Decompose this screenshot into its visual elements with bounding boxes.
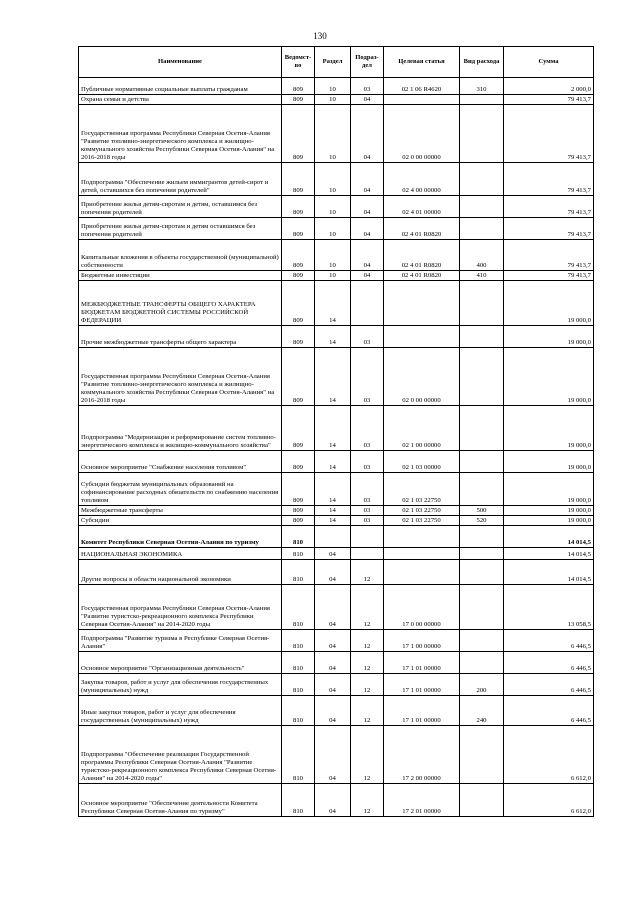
cell-summa: 19 000,0 bbox=[504, 506, 594, 516]
cell-statya bbox=[384, 560, 460, 585]
cell-razdel: 04 bbox=[315, 585, 351, 630]
cell-vid bbox=[460, 585, 504, 630]
cell-razdel: 04 bbox=[315, 548, 351, 560]
cell-ved: 810 bbox=[282, 726, 315, 784]
cell-ved: 809 bbox=[282, 95, 315, 105]
table-row bbox=[79, 548, 594, 560]
cell-name: Подпрограмма "Модернизация и реформирование систем топливно-энергетического комплекса и жилищно-коммунального хозяйства" bbox=[79, 406, 282, 451]
cell-razdel: 14 bbox=[315, 516, 351, 526]
cell-podrazdel: 04 bbox=[351, 271, 384, 281]
table-row bbox=[79, 516, 594, 526]
cell-name: НАЦИОНАЛЬНАЯ ЭКОНОМИКА bbox=[79, 548, 282, 560]
cell-razdel: 14 bbox=[315, 506, 351, 516]
header-vid: Вид расхода bbox=[460, 47, 504, 78]
cell-podrazdel: 12 bbox=[351, 630, 384, 652]
cell-ved: 809 bbox=[282, 271, 315, 281]
cell-statya: 02 4 01 00000 bbox=[384, 196, 460, 218]
cell-podrazdel: 12 bbox=[351, 784, 384, 817]
cell-ved: 809 bbox=[282, 473, 315, 506]
cell-summa: 79 413,7 bbox=[504, 218, 594, 240]
table-row bbox=[79, 652, 594, 674]
table-row bbox=[79, 451, 594, 473]
table-row bbox=[79, 163, 594, 196]
cell-statya: 17 2 01 00000 bbox=[384, 784, 460, 817]
cell-name: Прочие межбюджетные трансферты общего характера bbox=[79, 326, 282, 348]
cell-vid bbox=[460, 652, 504, 674]
cell-statya: 02 1 03 22750 bbox=[384, 516, 460, 526]
cell-vid bbox=[460, 218, 504, 240]
table-row bbox=[79, 526, 594, 548]
table-row bbox=[79, 240, 594, 271]
cell-vid bbox=[460, 784, 504, 817]
cell-summa: 79 413,7 bbox=[504, 271, 594, 281]
cell-ved: 809 bbox=[282, 78, 315, 95]
cell-ved: 809 bbox=[282, 105, 315, 163]
cell-vid bbox=[460, 406, 504, 451]
cell-summa: 19 000,0 bbox=[504, 281, 594, 326]
cell-summa: 19 000,0 bbox=[504, 473, 594, 506]
cell-vid bbox=[460, 105, 504, 163]
cell-vid bbox=[460, 548, 504, 560]
cell-razdel: 14 bbox=[315, 326, 351, 348]
cell-summa: 6 612,0 bbox=[504, 726, 594, 784]
cell-statya: 02 4 01 R0820 bbox=[384, 240, 460, 271]
table-row bbox=[79, 105, 594, 163]
cell-podrazdel: 04 bbox=[351, 105, 384, 163]
cell-vid bbox=[460, 726, 504, 784]
cell-vid: 310 bbox=[460, 78, 504, 95]
table-row bbox=[79, 560, 594, 585]
cell-ved: 809 bbox=[282, 218, 315, 240]
cell-summa: 19 000,0 bbox=[504, 326, 594, 348]
cell-name: Основное мероприятие "Обеспечение деятельности Комитета Республики Северная Осетия-Алания по туризму" bbox=[79, 784, 282, 817]
table-row bbox=[79, 348, 594, 406]
cell-vid bbox=[460, 281, 504, 326]
cell-statya: 02 0 00 00000 bbox=[384, 105, 460, 163]
cell-summa: 14 014,5 bbox=[504, 560, 594, 585]
cell-statya: 02 1 03 22750 bbox=[384, 473, 460, 506]
cell-summa: 6 446,5 bbox=[504, 652, 594, 674]
budget-table bbox=[78, 46, 594, 817]
table-header-row bbox=[79, 47, 594, 78]
cell-razdel: 14 bbox=[315, 473, 351, 506]
cell-name: Подпрограмма "Развитие туризма в Республике Северная Осетия-Алания" bbox=[79, 630, 282, 652]
cell-ved: 810 bbox=[282, 560, 315, 585]
cell-podrazdel: 03 bbox=[351, 78, 384, 95]
cell-vid bbox=[460, 163, 504, 196]
table-row bbox=[79, 473, 594, 506]
cell-razdel: 04 bbox=[315, 696, 351, 726]
cell-ved: 809 bbox=[282, 451, 315, 473]
cell-razdel bbox=[315, 526, 351, 548]
cell-ved: 810 bbox=[282, 526, 315, 548]
cell-razdel: 04 bbox=[315, 784, 351, 817]
cell-ved: 809 bbox=[282, 348, 315, 406]
cell-name: Приобретение жилья детям-сиротам и детям оставшимся без попечения родителей bbox=[79, 218, 282, 240]
cell-razdel: 10 bbox=[315, 196, 351, 218]
cell-name: Основное мероприятие "Снабжение населения топливом" bbox=[79, 451, 282, 473]
cell-vid bbox=[460, 473, 504, 506]
cell-razdel: 14 bbox=[315, 348, 351, 406]
cell-name: МЕЖБЮДЖЕТНЫЕ ТРАНСФЕРТЫ ОБЩЕГО ХАРАКТЕРА БЮДЖЕТАМ БЮДЖЕТНОЙ СИСТЕМЫ РОССИЙСКОЙ ФЕДЕРАЦИИ bbox=[79, 281, 282, 326]
cell-razdel: 04 bbox=[315, 652, 351, 674]
cell-statya: 17 1 01 00000 bbox=[384, 674, 460, 696]
cell-podrazdel: 03 bbox=[351, 506, 384, 516]
header-summa: Сумма bbox=[504, 47, 594, 78]
cell-summa: 79 413,7 bbox=[504, 240, 594, 271]
cell-name: Бюджетные инвестиции bbox=[79, 271, 282, 281]
cell-name: Субсидии bbox=[79, 516, 282, 526]
cell-podrazdel: 04 bbox=[351, 240, 384, 271]
cell-summa: 79 413,7 bbox=[504, 95, 594, 105]
cell-ved: 810 bbox=[282, 696, 315, 726]
cell-name: Государственная программа Республики Северная Осетия-Алания "Развитие топливно-энергетического комплекса и жилищно-коммунального хозяйства Республики Северная Осетия-Алания" на 2016-2018 годы bbox=[79, 348, 282, 406]
cell-name: Комитет Республики Северная Осетия-Алания по туризму bbox=[79, 526, 282, 548]
table-row bbox=[79, 630, 594, 652]
cell-razdel: 14 bbox=[315, 451, 351, 473]
cell-vid bbox=[460, 451, 504, 473]
cell-ved: 810 bbox=[282, 784, 315, 817]
cell-name: Приобретение жилья детям-сиротам и детям, оставшимся без попечения родителей bbox=[79, 196, 282, 218]
cell-razdel: 10 bbox=[315, 78, 351, 95]
cell-razdel: 10 bbox=[315, 271, 351, 281]
cell-summa: 6 446,5 bbox=[504, 630, 594, 652]
cell-razdel: 04 bbox=[315, 726, 351, 784]
cell-statya: 17 1 01 00000 bbox=[384, 652, 460, 674]
cell-statya bbox=[384, 526, 460, 548]
cell-summa: 19 000,0 bbox=[504, 451, 594, 473]
cell-name: Иные закупки товаров, работ и услуг для обеспечения государственных (муниципальных) нужд bbox=[79, 696, 282, 726]
cell-name: Подпрограмма "Обеспечение жильем иммигрантов детей-сирот и детей, оставшихся без попечения родителей" bbox=[79, 163, 282, 196]
cell-ved: 809 bbox=[282, 163, 315, 196]
table-row bbox=[79, 326, 594, 348]
cell-ved: 809 bbox=[282, 281, 315, 326]
cell-vid: 410 bbox=[460, 271, 504, 281]
header-statya: Целевая статья bbox=[384, 47, 460, 78]
page-number: 130 bbox=[313, 31, 327, 41]
header-ved: Ведомст-во bbox=[282, 47, 315, 78]
cell-ved: 810 bbox=[282, 652, 315, 674]
cell-podrazdel bbox=[351, 281, 384, 326]
cell-razdel: 14 bbox=[315, 281, 351, 326]
table-row bbox=[79, 271, 594, 281]
cell-summa: 14 014,5 bbox=[504, 526, 594, 548]
cell-ved: 810 bbox=[282, 630, 315, 652]
cell-statya bbox=[384, 95, 460, 105]
table-row bbox=[79, 726, 594, 784]
cell-razdel: 10 bbox=[315, 218, 351, 240]
table-row bbox=[79, 196, 594, 218]
table-row bbox=[79, 78, 594, 95]
cell-vid bbox=[460, 196, 504, 218]
cell-summa: 79 413,7 bbox=[504, 163, 594, 196]
cell-statya bbox=[384, 326, 460, 348]
table-row bbox=[79, 281, 594, 326]
cell-name: Другие вопросы в области национальной экономики bbox=[79, 560, 282, 585]
table-row bbox=[79, 95, 594, 105]
cell-podrazdel: 12 bbox=[351, 726, 384, 784]
cell-summa: 2 000,0 bbox=[504, 78, 594, 95]
cell-statya: 02 4 01 R0820 bbox=[384, 271, 460, 281]
cell-podrazdel: 03 bbox=[351, 326, 384, 348]
cell-podrazdel: 03 bbox=[351, 348, 384, 406]
cell-statya bbox=[384, 548, 460, 560]
cell-statya: 17 2 00 00000 bbox=[384, 726, 460, 784]
cell-vid: 400 bbox=[460, 240, 504, 271]
cell-podrazdel: 04 bbox=[351, 196, 384, 218]
cell-summa: 6 446,5 bbox=[504, 696, 594, 726]
cell-podrazdel: 12 bbox=[351, 652, 384, 674]
header-razdel: Раздел bbox=[315, 47, 351, 78]
cell-statya: 17 1 00 00000 bbox=[384, 630, 460, 652]
cell-podrazdel: 03 bbox=[351, 406, 384, 451]
cell-summa: 79 413,7 bbox=[504, 105, 594, 163]
table-row bbox=[79, 585, 594, 630]
cell-razdel: 04 bbox=[315, 630, 351, 652]
cell-vid bbox=[460, 560, 504, 585]
cell-razdel: 04 bbox=[315, 674, 351, 696]
cell-razdel: 10 bbox=[315, 105, 351, 163]
cell-ved: 809 bbox=[282, 516, 315, 526]
cell-statya: 02 0 00 00000 bbox=[384, 348, 460, 406]
cell-summa: 19 000,0 bbox=[504, 406, 594, 451]
cell-summa: 19 000,0 bbox=[504, 516, 594, 526]
cell-statya: 02 1 03 22750 bbox=[384, 506, 460, 516]
cell-summa: 19 000,0 bbox=[504, 348, 594, 406]
cell-vid: 200 bbox=[460, 674, 504, 696]
cell-vid bbox=[460, 348, 504, 406]
cell-podrazdel: 12 bbox=[351, 560, 384, 585]
cell-name: Субсидии бюджетам муниципальных образований на софинансирование расходных обязательств по снабжению населения топливом bbox=[79, 473, 282, 506]
cell-name: Государственная программа Республики Северная Осетия-Алания "Развитие туристско-рекреационного комплекса Республики Северная Осетия-Алания" на 2014-2020 годы bbox=[79, 585, 282, 630]
cell-ved: 809 bbox=[282, 196, 315, 218]
cell-name: Межбюджетные трансферты bbox=[79, 506, 282, 516]
cell-razdel: 04 bbox=[315, 560, 351, 585]
cell-podrazdel bbox=[351, 526, 384, 548]
cell-ved: 810 bbox=[282, 674, 315, 696]
cell-podrazdel: 03 bbox=[351, 516, 384, 526]
table-row bbox=[79, 696, 594, 726]
cell-razdel: 14 bbox=[315, 406, 351, 451]
cell-podrazdel: 03 bbox=[351, 451, 384, 473]
cell-statya: 17 0 00 00000 bbox=[384, 585, 460, 630]
cell-statya: 17 1 01 00000 bbox=[384, 696, 460, 726]
cell-vid: 500 bbox=[460, 506, 504, 516]
cell-statya: 02 1 06 R4620 bbox=[384, 78, 460, 95]
cell-statya: 02 1 03 00000 bbox=[384, 451, 460, 473]
cell-razdel: 10 bbox=[315, 240, 351, 271]
cell-name: Государственная программа Республики Северная Осетия-Алания "Развитие топливно-энергетического комплекса и жилищно-коммунального хозяйства Республики Северная Осетия-Алания" на 2016-2018 годы bbox=[79, 105, 282, 163]
table-row bbox=[79, 406, 594, 451]
cell-vid bbox=[460, 95, 504, 105]
cell-name: Основное мероприятие "Организационная деятельность" bbox=[79, 652, 282, 674]
cell-podrazdel bbox=[351, 548, 384, 560]
cell-vid: 520 bbox=[460, 516, 504, 526]
cell-statya: 02 4 00 00000 bbox=[384, 163, 460, 196]
cell-razdel: 10 bbox=[315, 95, 351, 105]
cell-vid bbox=[460, 326, 504, 348]
cell-ved: 810 bbox=[282, 548, 315, 560]
cell-podrazdel: 04 bbox=[351, 218, 384, 240]
cell-name: Капитальные вложения в объекты государственной (муниципальной) собственности bbox=[79, 240, 282, 271]
cell-summa: 6 446,5 bbox=[504, 674, 594, 696]
cell-ved: 809 bbox=[282, 506, 315, 516]
cell-podrazdel: 12 bbox=[351, 674, 384, 696]
cell-statya bbox=[384, 281, 460, 326]
cell-razdel: 10 bbox=[315, 163, 351, 196]
cell-ved: 809 bbox=[282, 406, 315, 451]
cell-vid: 240 bbox=[460, 696, 504, 726]
table-row bbox=[79, 674, 594, 696]
header-name: Наименование bbox=[79, 47, 282, 78]
cell-podrazdel: 12 bbox=[351, 696, 384, 726]
cell-ved: 810 bbox=[282, 585, 315, 630]
cell-summa: 6 612,0 bbox=[504, 784, 594, 817]
cell-statya: 02 4 01 R0820 bbox=[384, 218, 460, 240]
cell-ved: 809 bbox=[282, 240, 315, 271]
cell-podrazdel: 04 bbox=[351, 95, 384, 105]
cell-name: Публичные нормативные социальные выплаты гражданам bbox=[79, 78, 282, 95]
cell-podrazdel: 04 bbox=[351, 163, 384, 196]
cell-summa: 13 058,5 bbox=[504, 585, 594, 630]
cell-vid bbox=[460, 526, 504, 548]
cell-summa: 14 014,5 bbox=[504, 548, 594, 560]
cell-vid bbox=[460, 630, 504, 652]
cell-name: Охрана семьи и детства bbox=[79, 95, 282, 105]
cell-podrazdel: 12 bbox=[351, 585, 384, 630]
header-podrazdel: Подраз-дел bbox=[351, 47, 384, 78]
cell-name: Подпрограмма "Обеспечение реализации Государственной программы Республики Северная Осетия-Алания "Развитие туристско-рекреационного комплекса Республики Северная Осетия-Алания" на 2014-2020 годы" bbox=[79, 726, 282, 784]
table-row bbox=[79, 506, 594, 516]
cell-ved: 809 bbox=[282, 326, 315, 348]
cell-summa: 79 413,7 bbox=[504, 196, 594, 218]
cell-name: Закупка товаров, работ и услуг для обеспечения государственных (муниципальных) нужд bbox=[79, 674, 282, 696]
table-row bbox=[79, 784, 594, 817]
cell-statya: 02 1 00 00000 bbox=[384, 406, 460, 451]
cell-podrazdel: 03 bbox=[351, 473, 384, 506]
table-row bbox=[79, 218, 594, 240]
